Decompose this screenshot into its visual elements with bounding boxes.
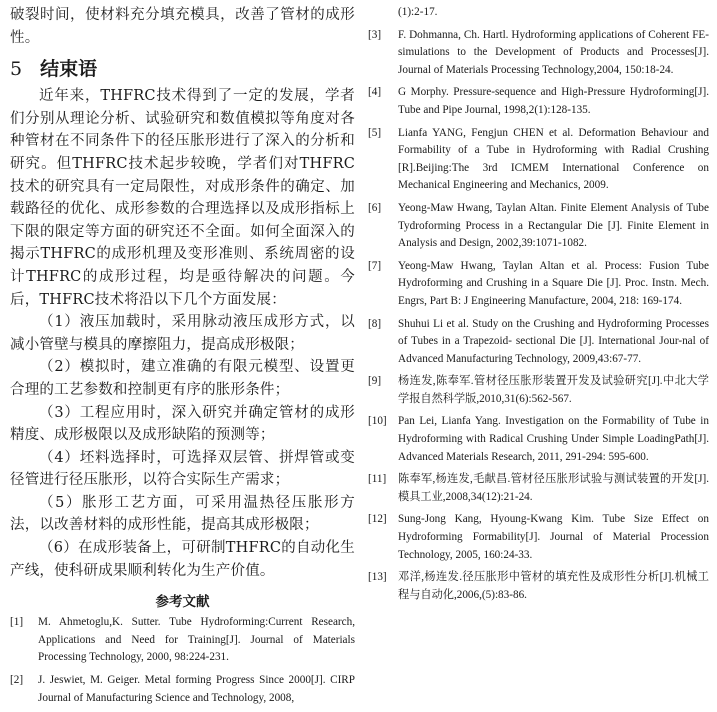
reference-item xyxy=(368,125,709,195)
reference-text: Shuhui Li et al. Study on the Crushing and Hydroforming Processes of Tubes in a Trapezoid- sectional Die [J]. International Jour-nal of Advanced Manufacturing Technology, 2009,43:67-77. xyxy=(398,317,709,365)
reference-item xyxy=(368,258,709,311)
reference-number: [3] xyxy=(368,28,382,41)
reference-item xyxy=(368,84,709,119)
reference-number: [13] xyxy=(368,571,387,584)
reference-number: [6] xyxy=(368,201,382,214)
reference-text: 邓洋,杨连发.径压胀形中管材的填充性及成形性分析[J].机械工程与自动化,2006,(5):83-86. xyxy=(398,571,709,601)
list-item: （6）在成形装备上，可研制THFRC的自动化生产线，使科研成果顺利转化为生产价值。 xyxy=(10,540,355,579)
references-heading: 参考文献 xyxy=(155,594,210,611)
reference-item xyxy=(10,614,355,667)
list-item: （1）液压加载时，采用脉动液压成形方式，以减小管壁与模具的摩擦阻力，提高成形极限； xyxy=(10,314,355,353)
reference-text: Lianfa YANG, Fengjun CHEN et al. Deformation Behaviour and Formability of a Tube in Hydroforming with Radial Crushing [R].Beijing:The 3rd ICMEM International Conference on Mechanical Engineering and Mechanics, 2009. xyxy=(398,126,709,192)
reference-number: [8] xyxy=(368,317,382,330)
list-item: （2）模拟时，建立准确的有限元模型、设置更合理的工艺参数和控制更有序的胀形条件； xyxy=(10,359,355,398)
list-item: （5）胀形工艺方面，可采用温热径压胀形方法，以改善材料的成形性能，提高其成形极限； xyxy=(10,494,355,534)
reference-item xyxy=(368,511,709,564)
reference-text: G Morphy. Pressure-sequence and High-Pressure Hydroforming[J]. Tube and Pipe Journal, 1998,2(1):128-135. xyxy=(398,86,709,116)
reference-number: [5] xyxy=(368,126,382,139)
reference-continuation xyxy=(368,4,709,22)
section-title: 结束语 xyxy=(40,58,98,81)
reference-text: 杨连发,陈奉军.管材径压胀形装置开发及试验研究[J].中北大学学报自然科学版,2010,31(6):562-567. xyxy=(398,375,709,405)
reference-text: Yeong-Maw Hwang, Taylan Altan. Finite Element Analysis of Tube Tydroforming Process in a Rectangular Die [J]. Finite Element in Analysis and Design, 2002,39:1071-1082. xyxy=(398,201,709,250)
reference-text: J. Jeswiet, M. Geiger. Metal forming Progress Since 2000[J]. CIRP Journal of Manufacturing Science and Technology, 2008, xyxy=(38,674,355,704)
left-column xyxy=(10,4,355,712)
reference-item xyxy=(368,471,709,506)
reference-number: [9] xyxy=(368,375,382,388)
reference-number: [11] xyxy=(368,473,387,486)
reference-item xyxy=(368,373,709,408)
reference-number: [7] xyxy=(368,259,382,272)
reference-number: [10] xyxy=(368,415,387,428)
section-heading xyxy=(10,55,355,83)
conclusion-paragraph: 近年来，THFRC技术得到了一定的发展，学者们分别从理论分析、试验研究和数值模拟等角度对各种管材在不同条件下的径压胀形进行了深入的分析和研究。但THFRC技术起步较晚，学者们对THFRC技术的研究具有一定局限性，对成形条件的确定、加载路径的优化、成形参数的合理选择以及成形指标上下限的限定等方面的研究还不全面。如何全面深入的揭示THFRC的成形机理及变形准则、系统周密的设计THFRC的成形过程，均是亟待解决的问题。今后，THFRC技术将沿以下几个方面发展： xyxy=(10,88,355,308)
reference-text: Sung-Jong Kang, Hyoung-Kwang Kim. Tube Size Effect on Hydroforming Formability[J]. Journal of Material Procession Technology, 2005, 160:24-33. xyxy=(398,513,709,561)
reference-number: [2] xyxy=(10,674,24,687)
intro-tail-paragraph: 破裂时间，使材料充分填充模具，改善了管材的成形性。 xyxy=(10,7,355,46)
reference-item xyxy=(10,672,355,707)
reference-text: (1):2-17. xyxy=(398,6,438,18)
list-item: （3）工程应用时，深入研究并确定管材的成形精度、成形极限以及成形缺陷的预测等； xyxy=(10,404,355,444)
reference-item xyxy=(368,316,709,369)
list-item: （4）坯料选择时，可选择双层管、拼焊管或变径管进行径压胀形，以符合实际生产需求； xyxy=(10,449,355,489)
reference-text: F. Dohmanna, Ch. Hartl. Hydroforming applications of Coherent FE-simulations to the Development of Products and Processes[J]. Journal of Materials Processing Technology,2004, 150:18-24. xyxy=(398,28,709,76)
reference-item xyxy=(368,413,709,466)
reference-text: Yeong-Maw Hwang, Taylan Altan et al. Process: Fusion Tube Hydroforming and Crushing in a Square Die [J]. Proc. Instn. Mech. Engrs, Part B: J Engineering Manufacture, 2004, 218: 169-174. xyxy=(398,259,709,307)
reference-number: [4] xyxy=(368,86,382,99)
right-column xyxy=(368,4,709,609)
section-number: 5 xyxy=(10,58,23,81)
reference-number: [1] xyxy=(10,616,24,629)
reference-text: 陈奉军,杨连发,毛献昌.管材径压胀形试验与测试装置的开发[J].模具工业,2008,34(12):21-24. xyxy=(398,473,709,503)
reference-item xyxy=(368,200,709,253)
reference-text: M. Ahmetoglu,K. Sutter. Tube Hydroforming:Current Research, Applications and Need for Training[J]. Journal of Materials Processing Technology, 2000, 98:224-231. xyxy=(38,616,355,664)
reference-text: Pan Lei, Lianfa Yang. Investigation on the Formability of Tube in Hydroforming with Radical Crushing Under Simple LoadingPath[J]. Advanced Materials Research, 2011, 291-294: 595-600. xyxy=(398,415,709,463)
reference-number: [12] xyxy=(368,513,387,526)
reference-item xyxy=(368,569,709,604)
reference-item xyxy=(368,27,709,80)
